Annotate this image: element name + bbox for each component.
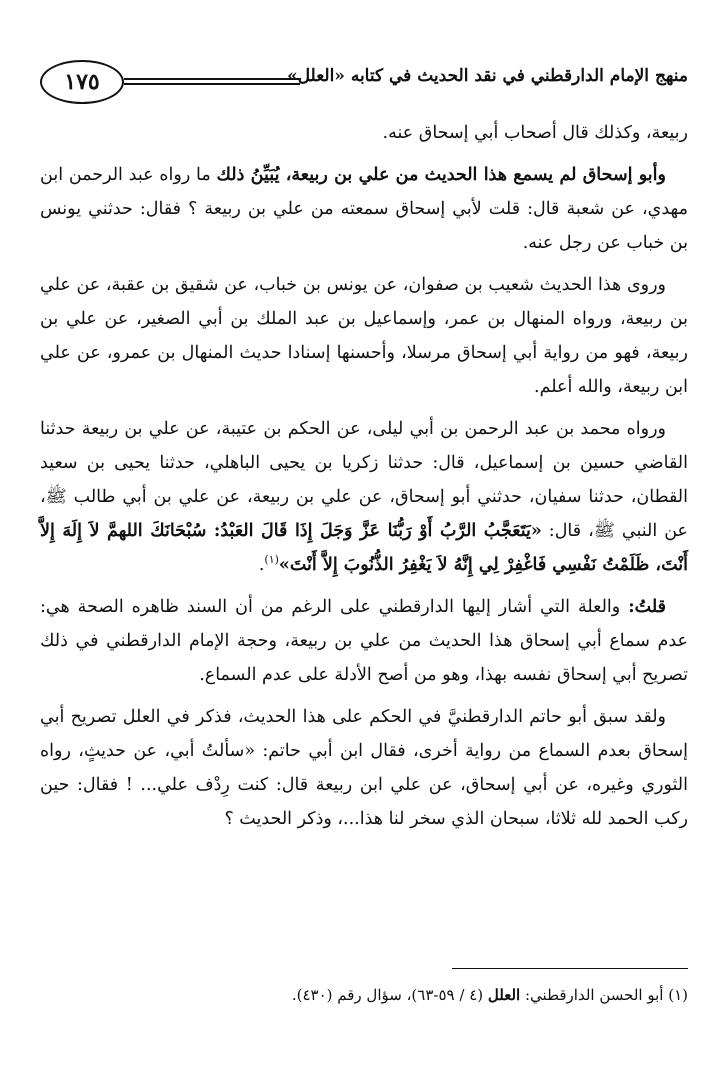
paragraph-bold-lead: وأبو إسحاق لم يسمع هذا الحديث من علي بن ربيعة، يُبَيِّنُ ذلك bbox=[216, 165, 666, 185]
paragraph-text: والعلة التي أشار إليها الدارقطني على الرغم من أن السند ظاهره الصحة هي: عدم سماع أبي إسحاق هذا الحديث من علي بن ربيعة، وحجة الإمام الدارقطني في ذلك تصريح أبي إسحاق نفسه بهذا، وهو من أصح الأدلة على عدم السماع. bbox=[40, 597, 688, 685]
footnote bbox=[40, 982, 688, 1008]
footnote-rule bbox=[452, 968, 688, 969]
footnote-reference: (١) bbox=[264, 553, 279, 567]
footnote-work: العلل bbox=[487, 986, 521, 1004]
paragraph bbox=[40, 116, 688, 150]
paragraph bbox=[40, 412, 688, 582]
paragraph bbox=[40, 158, 688, 260]
paragraph bbox=[40, 700, 688, 836]
footnote-number: (١) bbox=[668, 986, 688, 1004]
paragraph-text: ربيعة، وكذلك قال أصحاب أبي إسحاق عنه. bbox=[382, 123, 688, 143]
paragraph-text: ورواه محمد بن عبد الرحمن بن أبي ليلى، عن الحكم بن عتيبة، عن علي بن ربيعة حدثنا القاضي حسين بن إسماعيل، قال: حدثنا زكريا بن يحيى الباهلي، حدثنا يحيى بن سعيد القطان، حدثنا سفيان، حدثني أبو إسحاق، عن علي بن ربيعة، عن علي بن أبي طالب ﷺ، عن النبي ﷺ، قال: bbox=[40, 419, 688, 541]
header-rule bbox=[124, 78, 300, 85]
page-number-text: ١٧٥ bbox=[64, 69, 100, 95]
paragraph-text: وروى هذا الحديث شعيب بن صفوان، عن يونس بن خباب، عن شقيق بن عقبة، عن علي بن ربيعة، ورواه المنهال بن عمر، وإسماعيل بن عبد الملك بن أبي الصغير، عن علي بن ربيعة، فهو من رواية أبي إسحاق مرسلا، وأحسنها إسنادا حديث المنهال بن عمرو، عن علي ابن ربيعة، والله أعلم. bbox=[40, 275, 688, 397]
body-text bbox=[40, 116, 688, 836]
paragraph bbox=[40, 268, 688, 404]
paragraph-text: ما رواه عبد الرحمن ابن مهدي، عن شعبة قال: قلت لأبي إسحاق سمعته من علي بن ربيعة ؟ فقال: حدثني يونس بن خباب عن رجل عنه. bbox=[40, 165, 688, 253]
hadith-quote: «يَتَعَجَّبُ الرَّبُ أَوْ رَبُّنَا عَزَّ وَجَلَ إِذَا قَالَ العَبْدُ: سُبْحَانَكَ اللهمَّ لاَ إِلَهَ إِلاَّ أَنْتَ، ظَلَمْتُ نَفْسِي فَاغْفِرْ لِي إِنَّهُ لاَ يَغْفِرُ الذُّنُوبَ إِلاَّ أَنْتَ» bbox=[40, 521, 688, 575]
running-title: منهج الإمام الدارقطني في نقد الحديث في كتابه «العلل» bbox=[287, 66, 688, 86]
paragraph-tail: . bbox=[258, 555, 265, 575]
footnotes bbox=[40, 982, 688, 1008]
paragraph-text: ولقد سبق أبو حاتم الدارقطنيَّ في الحكم على هذا الحديث، فذكر في العلل تصريح أبي إسحاق بعدم السماع من رواية أخرى، فقال ابن أبي حاتم: «سألتُ أبي، عن حديثٍ، رواه الثوري وغيره، عن أبي إسحاق، عن علي ابن ربيعة قال: كنت رِدْف علي... ! فقال: حين ركب الحمد لله ثلاثا، سبحان الذي سخر لنا هذا...، وذكر الحديث ؟ bbox=[40, 707, 688, 829]
paragraph bbox=[40, 590, 688, 692]
footnote-author: أبو الحسن الدارقطني: bbox=[525, 986, 664, 1004]
footnote-details: (٤ / ٥٩-٦٣)، سؤال رقم (٤٣٠). bbox=[291, 986, 484, 1004]
page-number bbox=[40, 60, 124, 104]
paragraph-bold-lead: قلتُ: bbox=[628, 597, 666, 617]
